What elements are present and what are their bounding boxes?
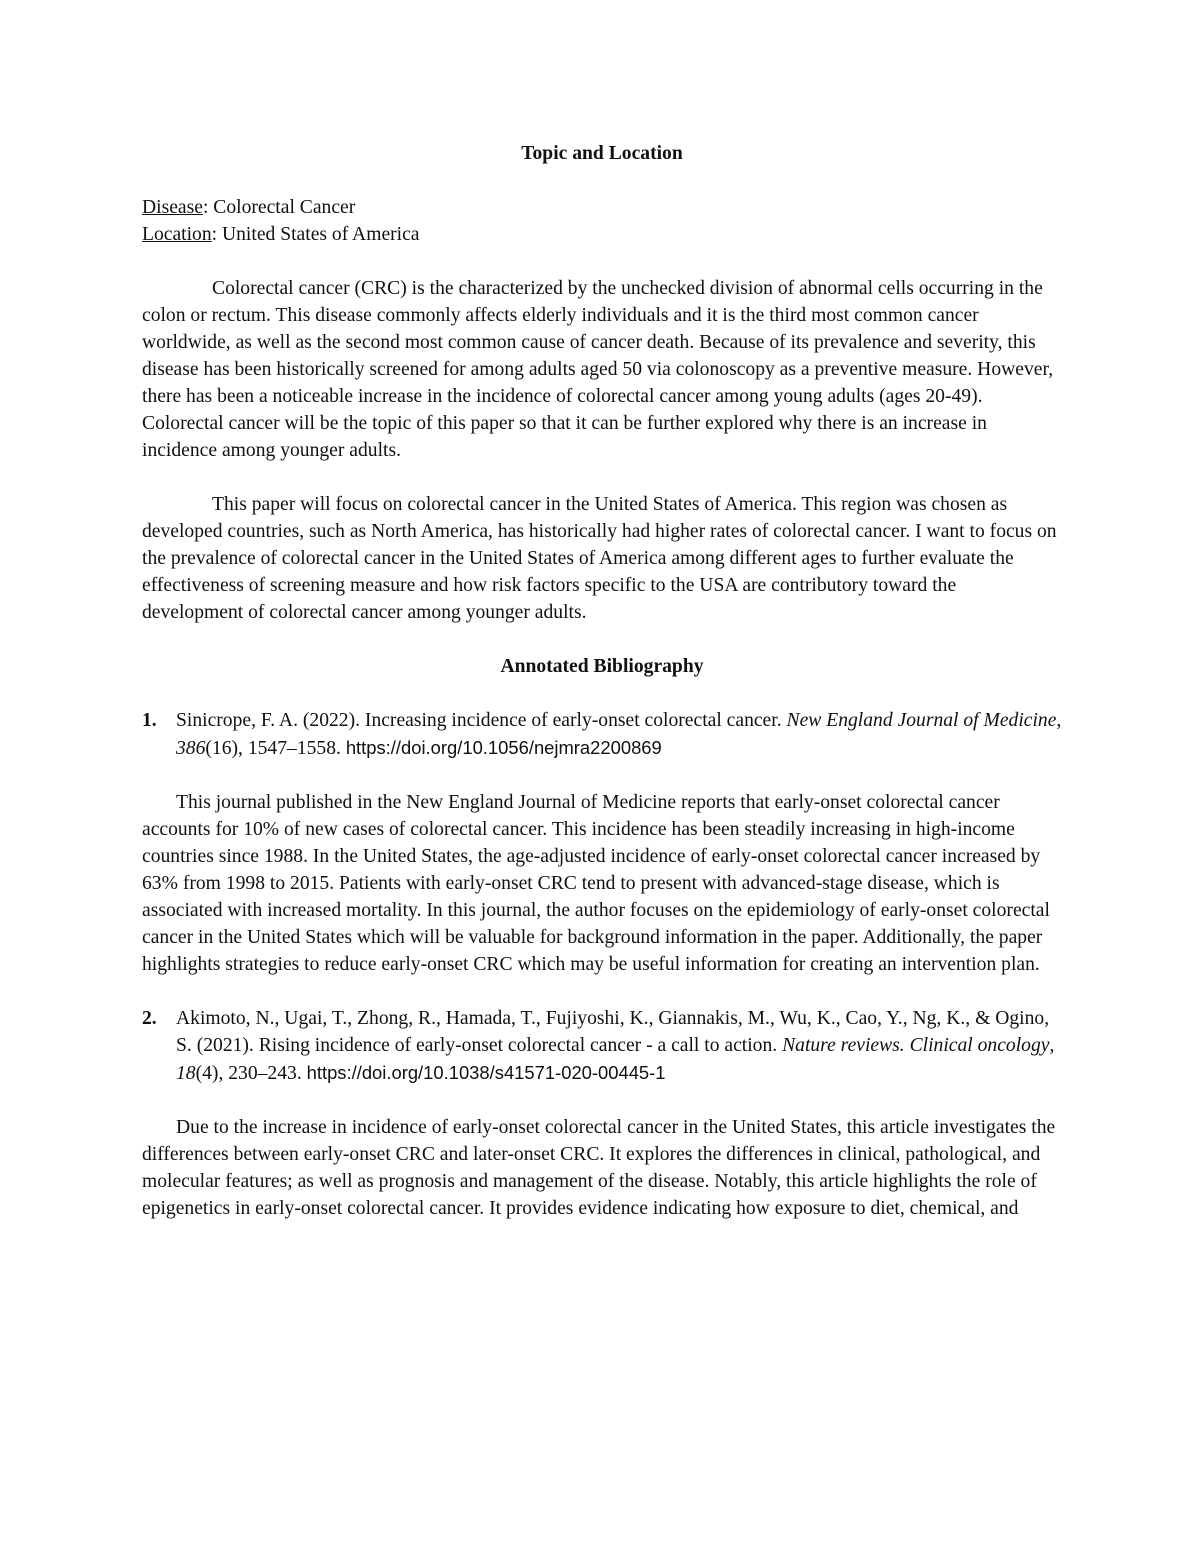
document-body: [142, 140, 1062, 1222]
disease-line: [142, 194, 1062, 221]
topic-heading: Topic and Location: [521, 143, 683, 164]
citation-separator: ,: [1056, 710, 1062, 731]
location-label: Location: [142, 224, 212, 245]
disease-value: : Colorectal Cancer: [202, 197, 356, 218]
reference-entry: [142, 707, 1062, 762]
citation-details: (4), 230–243.: [195, 1063, 307, 1084]
journal-title: New England Journal of Medicine: [786, 710, 1057, 731]
doi-link[interactable]: https://doi.org/10.1038/s41571-020-00445-1: [306, 1062, 666, 1083]
reference-citation: [176, 707, 1062, 762]
citation-text: Sinicrope, F. A. (2022). Increasing incidence of early-onset colorectal cancer.: [176, 710, 787, 731]
journal-volume: 386: [176, 738, 206, 759]
reference-entry: [142, 1005, 1062, 1087]
reference-citation: [176, 1005, 1062, 1087]
topic-paragraph: This paper will focus on colorectal cancer in the United States of America. This region was chosen as developed countries, such as North America, has historically had higher rates of colorectal cancer. I want to focus on the prevalence of colorectal cancer in the United States of America among different ages to further evaluate the effectiveness of screening measure and how risk factors specific to the USA are contributory toward the development of colorectal cancer among younger adults.: [142, 494, 1057, 623]
bibliography-heading: Annotated Bibliography: [500, 656, 704, 677]
reference-number: 2.: [142, 1008, 157, 1029]
disease-label: Disease: [142, 197, 203, 218]
citation-separator: ,: [1049, 1035, 1055, 1056]
journal-title: Nature reviews. Clinical oncology: [782, 1035, 1050, 1056]
reference-annotation: Due to the increase in incidence of early-onset colorectal cancer in the United States, this article investigates the differences between early-onset CRC and later-onset CRC. It explores the differences in clinical, pathological, and molecular features; as well as prognosis and management of the disease. Notably, this article highlights the role of epigenetics in early-onset colorectal cancer. It provides evidence indicating how exposure to diet, chemical, and: [142, 1117, 1056, 1219]
journal-volume: 18: [176, 1063, 196, 1084]
reference-number: 1.: [142, 710, 157, 731]
location-line: [142, 221, 1062, 248]
reference-annotation: This journal published in the New England Journal of Medicine reports that early-onset colorectal cancer accounts for 10% of new cases of colorectal cancer. This incidence has been steadily increasing in high-income countries since 1988. In the United States, the age-adjusted incidence of early-onset colorectal cancer increased by 63% from 1998 to 2015. Patients with early-onset CRC tend to present with advanced-stage disease, which is associated with increased mortality. In this journal, the author focuses on the epidemiology of early-onset colorectal cancer in the United States which will be valuable for background information in the paper. Additionally, the paper highlights strategies to reduce early-onset CRC which may be useful information for creating an intervention plan.: [142, 792, 1050, 975]
topic-paragraph: Colorectal cancer (CRC) is the characterized by the unchecked division of abnormal cells occurring in the colon or rectum. This disease commonly affects elderly individuals and it is the third most common cancer worldwide, as well as the second most common cause of cancer death. Because of its prevalence and severity, this disease has been historically screened for among adults aged 50 via colonoscopy as a preventive measure. However, there has been a noticeable increase in the incidence of colorectal cancer among young adults (ages 20-49). Colorectal cancer will be the topic of this paper so that it can be further explored why there is an increase in incidence among younger adults.: [142, 278, 1054, 461]
doi-link[interactable]: https://doi.org/10.1056/nejmra2200869: [345, 737, 662, 758]
location-value: : United States of America: [211, 224, 420, 245]
citation-text: Akimoto, N., Ugai, T., Zhong, R., Hamada, T., Fujiyoshi, K., Giannakis, M., Wu, K., Cao, Y., Ng, K., & Ogino, S. (2021). Rising incidence of early-onset colorectal cancer - a call to action.: [176, 1008, 1050, 1056]
citation-details: (16), 1547–1558.: [205, 738, 346, 759]
